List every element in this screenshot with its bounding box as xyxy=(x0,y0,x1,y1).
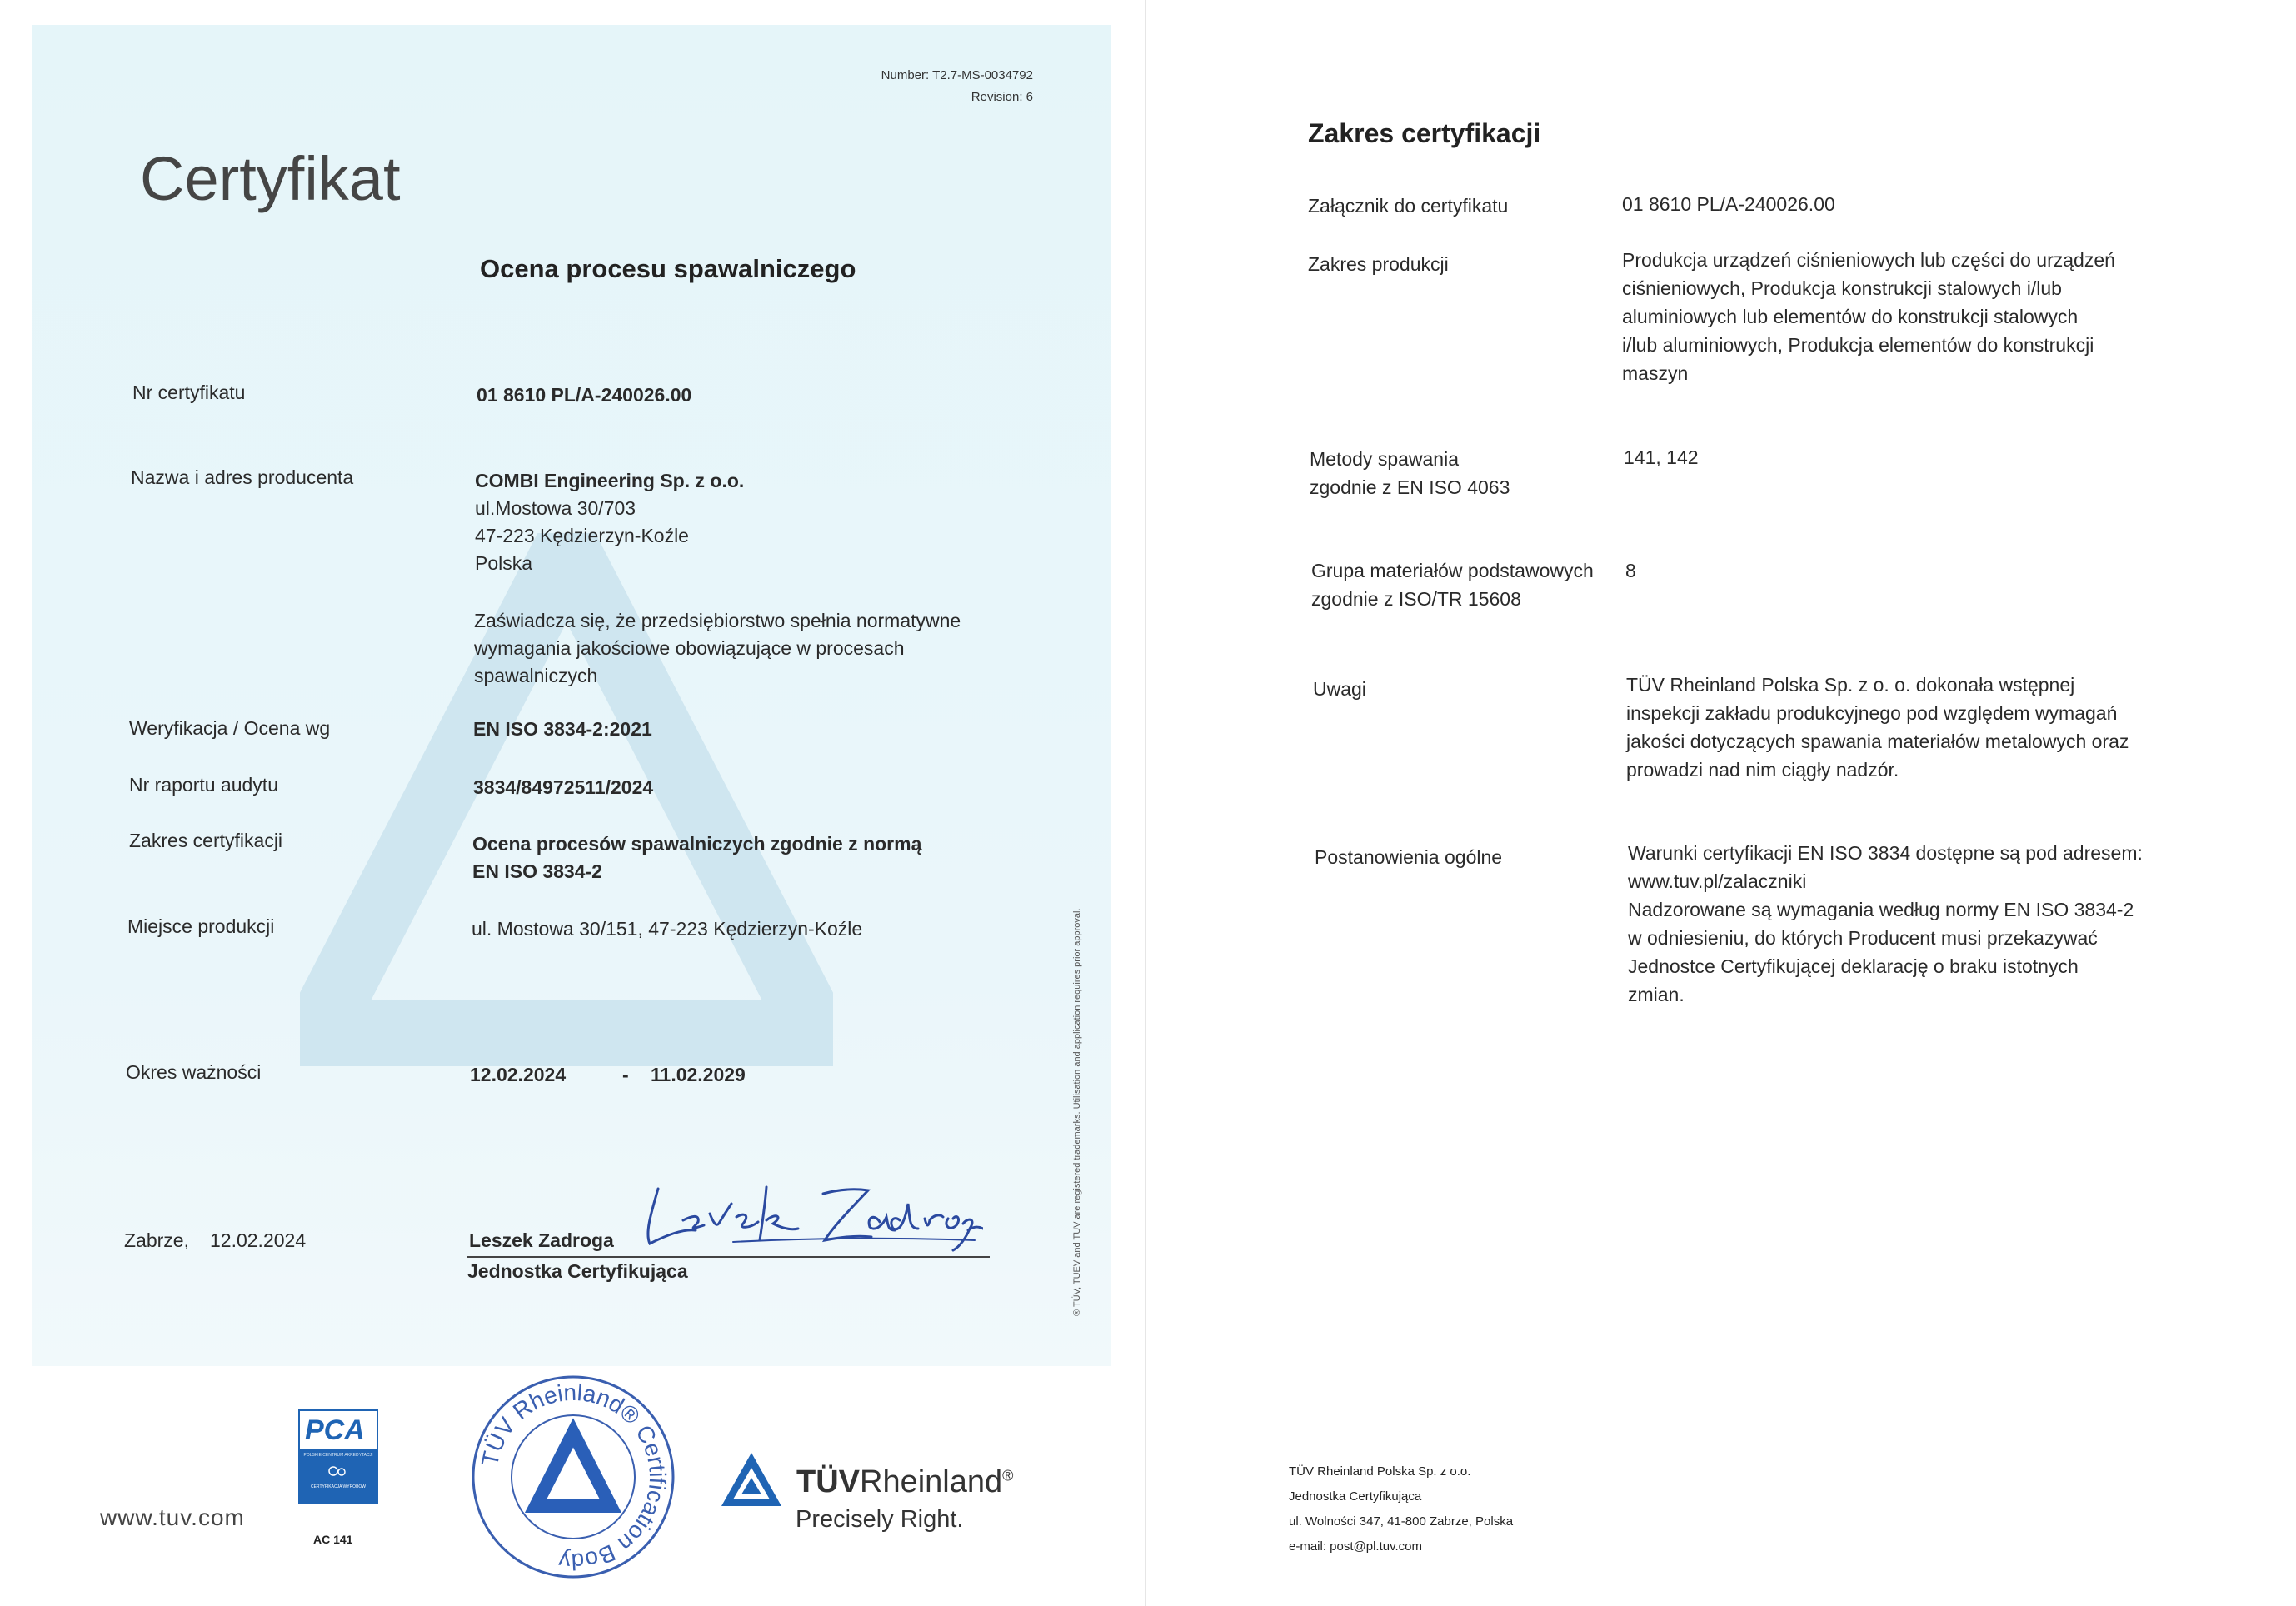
website-link[interactable]: www.tuv.com xyxy=(100,1504,245,1530)
cert-no-value: 01 8610 PL/A-240026.00 xyxy=(477,384,692,406)
rheinland-word: Rheinland xyxy=(860,1464,1003,1499)
signatory-name: Leszek Zadroga xyxy=(469,1229,614,1251)
materials-value: 8 xyxy=(1625,560,1636,581)
validity-label: Okres ważności xyxy=(126,1061,262,1083)
materials-label xyxy=(1311,556,1594,613)
scope-line: EN ISO 3834-2 xyxy=(472,860,602,882)
issue-date: 12.02.2024 xyxy=(210,1229,307,1251)
footer-unit: Jednostka Certyfikująca xyxy=(1289,1489,1422,1504)
place-value: ul. Mostowa 30/151, 47-223 Kędzierzyn-Koźle xyxy=(472,918,863,940)
tuv-wordmark xyxy=(796,1464,1013,1500)
materials-label-line: Grupa materiałów podstawowych xyxy=(1311,560,1594,581)
validity-dash: - xyxy=(622,1064,629,1085)
compliance-statement xyxy=(474,607,961,690)
validity-from: 12.02.2024 xyxy=(470,1064,567,1085)
issue-city: Zabrze, xyxy=(124,1229,189,1251)
certificate-number: Number: T2.7-MS-0034792 xyxy=(881,68,1033,82)
tuv-slogan: Precisely Right. xyxy=(796,1506,964,1533)
remarks-line: TÜV Rheinland Polska Sp. z o. o. dokonała wstępnej xyxy=(1626,674,2075,696)
remarks-line: jakości dotyczących spawania materiałów metalowych oraz xyxy=(1626,731,2129,752)
statement-line: Zaświadcza się, że przedsiębiorstwo spełnia normatywne xyxy=(474,610,961,631)
scope-value xyxy=(472,830,921,885)
verification-label: Weryfikacja / Ocena wg xyxy=(129,717,331,739)
production-line: aluminiowych lub elementów do konstrukcji stalowych xyxy=(1622,306,2079,327)
general-link[interactable]: www.tuv.pl/zalaczniki xyxy=(1628,870,1807,892)
scope-line: Ocena procesów spawalniczych zgodnie z normą xyxy=(472,833,922,855)
gear-icon xyxy=(325,1464,350,1478)
tuv-logo-icon xyxy=(718,1449,785,1509)
remarks-label: Uwagi xyxy=(1313,678,1366,700)
signatory-role: Jednostka Certyfikująca xyxy=(467,1260,688,1282)
cert-no-label: Nr certyfikatu xyxy=(132,382,246,403)
producer-country: Polska xyxy=(475,552,533,574)
verification-value: EN ISO 3834-2:2021 xyxy=(473,718,652,740)
remarks-value xyxy=(1626,671,2129,784)
statement-line: spawalniczych xyxy=(474,665,598,686)
annex-to-value: 01 8610 PL/A-240026.00 xyxy=(1622,193,1835,215)
registered-mark: ® xyxy=(1002,1467,1014,1484)
general-line: w odniesieniu, do których Producent musi przekazywać xyxy=(1628,927,2098,949)
statement-line: wymagania jakościowe obowiązujące w procesach xyxy=(474,637,905,659)
certificate-page xyxy=(0,0,1143,1606)
certificate-revision: Revision: 6 xyxy=(971,90,1033,104)
footer-address: ul. Wolności 347, 41-800 Zabrze, Polska xyxy=(1289,1514,1514,1529)
remarks-line: inspekcji zakładu produkcyjnego pod względem wymagań xyxy=(1626,702,2118,724)
annex-title: Zakres certyfikacji xyxy=(1308,118,1541,148)
handwritten-signature xyxy=(633,1170,983,1262)
general-value xyxy=(1628,839,2143,1009)
remarks-line: prowadzi nad nim ciągły nadzór. xyxy=(1626,759,1899,781)
producer-label: Nazwa i adres producenta xyxy=(131,466,354,488)
audit-value: 3834/84972511/2024 xyxy=(473,776,654,798)
production-line: Produkcja urządzeń ciśnieniowych lub części do urządzeń xyxy=(1622,249,2115,271)
production-line: i/lub aluminiowych, Produkcja elementów do konstrukcji xyxy=(1622,334,2094,356)
page-divider xyxy=(1145,0,1146,1606)
place-label: Miejsce produkcji xyxy=(127,915,275,937)
audit-label: Nr raportu audytu xyxy=(129,774,278,796)
signature-line xyxy=(467,1256,990,1258)
production-value xyxy=(1622,246,2115,387)
general-line: Warunki certyfikacji EN ISO 3834 dostępne są pod adresem: xyxy=(1628,842,2143,864)
production-label: Zakres produkcji xyxy=(1308,253,1449,275)
annex-to-label: Załącznik do certyfikatu xyxy=(1308,195,1509,217)
welding-label-line: Metody spawania xyxy=(1310,448,1459,470)
producer-address xyxy=(475,467,744,577)
welding-label xyxy=(1310,445,1510,501)
trademark-note: ® TÜV, TUEV and TUV are registered trademarks. Utilisation and application requires prior approval. xyxy=(1072,908,1082,1316)
producer-name: COMBI Engineering Sp. z o.o. xyxy=(475,470,745,491)
general-line: Nadzorowane są wymagania według normy EN ISO 3834-2 xyxy=(1628,899,2134,920)
pca-code: AC 141 xyxy=(313,1533,353,1546)
scope-label: Zakres certyfikacji xyxy=(129,830,283,851)
general-line: Jednostce Certyfikującej deklarację o braku istotnych xyxy=(1628,955,2079,977)
certificate-subtitle: Ocena procesu spawalniczego xyxy=(480,254,856,283)
footer-company: TÜV Rheinland Polska Sp. z o.o. xyxy=(1289,1464,1471,1479)
producer-city: 47-223 Kędzierzyn-Koźle xyxy=(475,525,689,546)
pca-cert-text: CERTYFIKACJA WYROBÓW xyxy=(310,1484,367,1489)
footer-email[interactable]: e-mail: post@pl.tuv.com xyxy=(1289,1539,1422,1554)
producer-street: ul.Mostowa 30/703 xyxy=(475,497,636,519)
certificate-title: Certyfikat xyxy=(140,144,401,213)
production-line: maszyn xyxy=(1622,362,1689,384)
pca-subtitle: POLSKIE CENTRUM AKREDYTACJI xyxy=(303,1453,373,1458)
tuv-word: TÜV xyxy=(796,1464,860,1499)
validity-to: 11.02.2029 xyxy=(651,1064,746,1085)
production-line: ciśnieniowych, Produkcja konstrukcji stalowych i/lub xyxy=(1622,277,2062,299)
seal-text: TÜV Rheinland® Certification Body xyxy=(476,1379,671,1575)
welding-label-line: zgodnie z EN ISO 4063 xyxy=(1310,476,1510,498)
general-line: zmian. xyxy=(1628,984,1685,1005)
general-label: Postanowienia ogólne xyxy=(1315,846,1503,868)
materials-label-line: zgodnie z ISO/TR 15608 xyxy=(1311,588,1521,610)
annex-footer xyxy=(1289,1459,1513,1559)
pca-logo xyxy=(298,1409,378,1504)
pca-brand: PCA xyxy=(305,1414,365,1446)
welding-value: 141, 142 xyxy=(1624,446,1699,468)
certification-body-seal xyxy=(471,1374,676,1579)
